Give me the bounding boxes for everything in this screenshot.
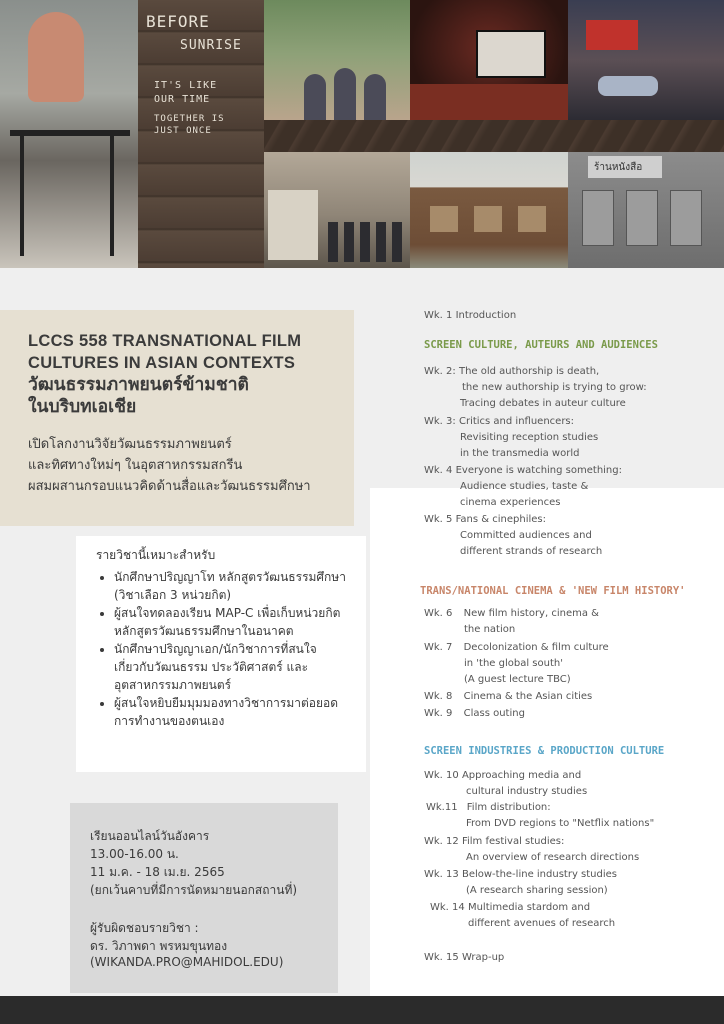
week-entry	[424, 867, 617, 899]
cinema-screen	[476, 30, 546, 78]
week-topic: Introduction	[455, 310, 517, 321]
title-line: LCCS 558 TRANSNATIONAL FILM	[28, 332, 302, 350]
cafe-stool-leg	[110, 136, 114, 256]
board-text: OUR TIME	[154, 94, 211, 105]
audience-item-line: อุตสาหกรรมภาพยนตร์	[114, 678, 232, 692]
week-entry	[424, 414, 598, 462]
week-topic: Revisiting reception studies	[460, 432, 599, 443]
week-topic: Cinema & the Asian cities	[463, 691, 593, 702]
board-text: JUST ONCE	[154, 126, 212, 136]
week-entry	[424, 834, 639, 866]
week-entry	[424, 689, 592, 705]
week-label: Wk. 10	[424, 770, 459, 781]
street-car	[598, 76, 658, 96]
week-topic: An overview of research directions	[466, 852, 640, 863]
week-entry	[424, 768, 587, 800]
instructor-name: ดร. วิภาพดา พรหมขุนทอง	[90, 939, 228, 953]
old-shopfront-photo	[568, 152, 724, 268]
week-entry	[424, 706, 525, 722]
week-topic: Fans & cinephiles:	[455, 514, 546, 525]
week-label: Wk. 6	[424, 608, 453, 619]
week-topic: different strands of research	[460, 546, 603, 557]
class-dates: 11 ม.ค. - 18 เม.ย. 2565	[90, 865, 225, 879]
target-audience-box	[76, 536, 366, 772]
week-topic: Decolonization & film culture	[463, 642, 609, 653]
course-title-thai	[28, 373, 348, 417]
week-entry	[430, 900, 615, 932]
week-topic: Class outing	[463, 708, 525, 719]
week-label: Wk.11	[426, 802, 458, 813]
person-figure	[304, 74, 326, 120]
house-window	[430, 206, 458, 232]
instructor-label: ผู้รับผิดชอบรายวิชา :	[90, 921, 199, 935]
section-heading-transnational-cinema: TRANS/NATIONAL CINEMA & 'NEW FILM HISTORY'	[420, 585, 686, 597]
board-text: BEFORE	[146, 12, 210, 31]
week-topic: Multimedia stardom and	[467, 902, 591, 913]
board-text: TOGETHER IS	[154, 114, 225, 124]
week-entry	[424, 950, 504, 966]
class-info-box	[70, 803, 338, 993]
audience-item-line: • นักศึกษาปริญญาโท หลักสูตรวัฒนธรรมศึกษา	[114, 570, 346, 584]
house-window	[474, 206, 502, 232]
week-topic: Committed audiences and	[460, 530, 592, 541]
shop-window	[670, 190, 702, 246]
course-title-card	[0, 310, 354, 526]
week-label: Wk. 9	[424, 708, 453, 719]
section-heading-screen-culture: SCREEN CULTURE, AUTEURS AND AUDIENCES	[424, 339, 658, 351]
person-figure	[376, 222, 386, 262]
audience-list	[88, 568, 376, 730]
week-topic: Wrap-up	[461, 952, 505, 963]
audience-item-line: (วิชาเลือก 3 หน่วยกิต)	[114, 588, 232, 602]
title-line: CULTURES IN ASIAN CONTEXTS	[28, 354, 296, 372]
audience-item	[114, 694, 376, 730]
person-figure	[392, 222, 402, 262]
class-day: เรียนออนไลน์วันอังคาร	[90, 829, 210, 843]
cinema-screening-photo	[410, 0, 568, 120]
title-line: ในบริบทเอเชีย	[28, 396, 137, 416]
week-label: Wk. 14	[430, 902, 465, 913]
course-description	[28, 434, 352, 497]
week-topic: in 'the global south'	[464, 658, 563, 669]
week-topic: Everyone is watching something:	[455, 465, 622, 476]
shop-window	[582, 190, 614, 246]
week-topic: different avenues of research	[468, 918, 616, 929]
week-entry	[424, 640, 609, 688]
audience-item	[114, 568, 376, 604]
week-topic: Tracing debates in auteur culture	[460, 398, 626, 409]
week-entry	[424, 364, 647, 412]
week-topic: the nation	[464, 624, 516, 635]
audience-item-line: • นักศึกษาปริญญาเอก/นักวิชาการที่สนใจ	[114, 642, 317, 656]
cafe-stool-leg	[20, 136, 24, 256]
cinema-seats	[410, 84, 568, 120]
doodle-strip	[264, 120, 724, 152]
person-figure	[344, 222, 354, 262]
audience-item-line: การทำงานของตนเอง	[114, 714, 225, 728]
shop-window	[626, 190, 658, 246]
week-label: Wk. 8	[424, 691, 453, 702]
audience-item	[114, 640, 376, 694]
outdoor-group-photo	[264, 0, 410, 120]
street-sign	[586, 20, 638, 50]
week-topic: cultural industry studies	[466, 786, 588, 797]
week-topic: (A research sharing session)	[466, 885, 608, 896]
cafe-person-figure	[28, 12, 84, 102]
class-note: (ยกเว้นคาบที่มีการนัดหมายนอกสถานที่)	[90, 883, 298, 897]
class-time: 13.00-16.00 น.	[90, 847, 179, 861]
week-label: Wk. 7	[424, 642, 453, 653]
week-label: Wk. 3:	[424, 416, 456, 427]
audience-item	[114, 604, 376, 640]
week-entry	[426, 800, 654, 832]
week-label: Wk. 1	[424, 310, 453, 321]
week-entry	[424, 308, 516, 324]
description-line: เปิดโลกงานวิจัยวัฒนธรรมภาพยนตร์	[28, 437, 232, 452]
week-topic: From DVD regions to "Netflix nations"	[466, 818, 655, 829]
board-text: IT'S LIKE	[154, 80, 218, 91]
person-figure	[360, 222, 370, 262]
board-text: SUNRISE	[180, 38, 242, 53]
week-topic: Critics and influencers:	[458, 416, 575, 427]
city-street-photo	[568, 0, 724, 120]
week-entry	[424, 512, 602, 560]
description-line: ผสมผสานกรอบแนวคิดด้านสื่อและวัฒนธรรมศึกษา	[28, 479, 311, 494]
person-figure	[328, 222, 338, 262]
photo-collage	[0, 0, 724, 268]
section-heading-screen-industries: SCREEN INDUSTRIES & PRODUCTION CULTURE	[424, 745, 665, 757]
week-topic: cinema experiences	[460, 497, 561, 508]
house-window	[518, 206, 546, 232]
instructor-email: (WIKANDA.PRO@MAHIDOL.EDU)	[90, 955, 284, 969]
week-topic: The old authorship is death,	[458, 366, 600, 377]
week-label: Wk. 4	[424, 465, 453, 476]
week-label: Wk. 5	[424, 514, 453, 525]
audience-item-line: • ผู้สนใจทดลองเรียน MAP-C เพื่อเก็บหน่วยกิต	[114, 606, 341, 620]
person-figure	[364, 74, 386, 120]
description-line: และทิศทางใหม่ๆ ในอุตสาหกรรมสกรีน	[28, 458, 243, 473]
week-label: Wk. 12	[424, 836, 459, 847]
audience-item-line: หลักสูตรวัฒนธรรมศึกษาในอนาคต	[114, 624, 294, 638]
week-label: Wk. 13	[424, 869, 459, 880]
week-topic: New film history, cinema &	[463, 608, 599, 619]
week-topic: Film distribution:	[466, 802, 551, 813]
week-topic: Audience studies, taste &	[460, 481, 589, 492]
week-topic: Film festival studies:	[461, 836, 565, 847]
week-topic: (A guest lecture TBC)	[464, 674, 571, 685]
audience-item-line: เกี่ยวกับวัฒนธรรม ประวัติศาสตร์ และ	[114, 660, 309, 674]
footer-bar	[0, 996, 724, 1024]
week-entry	[424, 463, 622, 511]
cafe-photo	[0, 0, 138, 268]
shop-sign-text: ร้านหนังสือ	[594, 162, 643, 173]
week-topic: in the transmedia world	[460, 448, 580, 459]
audience-heading: รายวิชานี้เหมาะสำหรับ	[96, 548, 216, 562]
course-title-english	[28, 330, 348, 374]
exhibition-group-photo	[264, 152, 410, 268]
person-figure	[334, 68, 356, 120]
week-entry	[424, 606, 599, 638]
wooden-house-photo	[410, 152, 568, 268]
audience-item-line: • ผู้สนใจหยิบยืมมุมมองทางวิชาการมาต่อยอด	[114, 696, 339, 710]
week-label: Wk. 15	[424, 952, 459, 963]
week-topic: Below-the-line industry studies	[461, 869, 617, 880]
chalkboard-photo	[138, 0, 264, 268]
week-label: Wk. 2:	[424, 366, 456, 377]
exhibit-poster	[268, 190, 318, 260]
title-line: วัฒนธรรมภาพยนตร์ข้ามชาติ	[28, 374, 249, 394]
week-topic: Approaching media and	[461, 770, 582, 781]
week-topic: the new authorship is trying to grow:	[462, 382, 647, 393]
